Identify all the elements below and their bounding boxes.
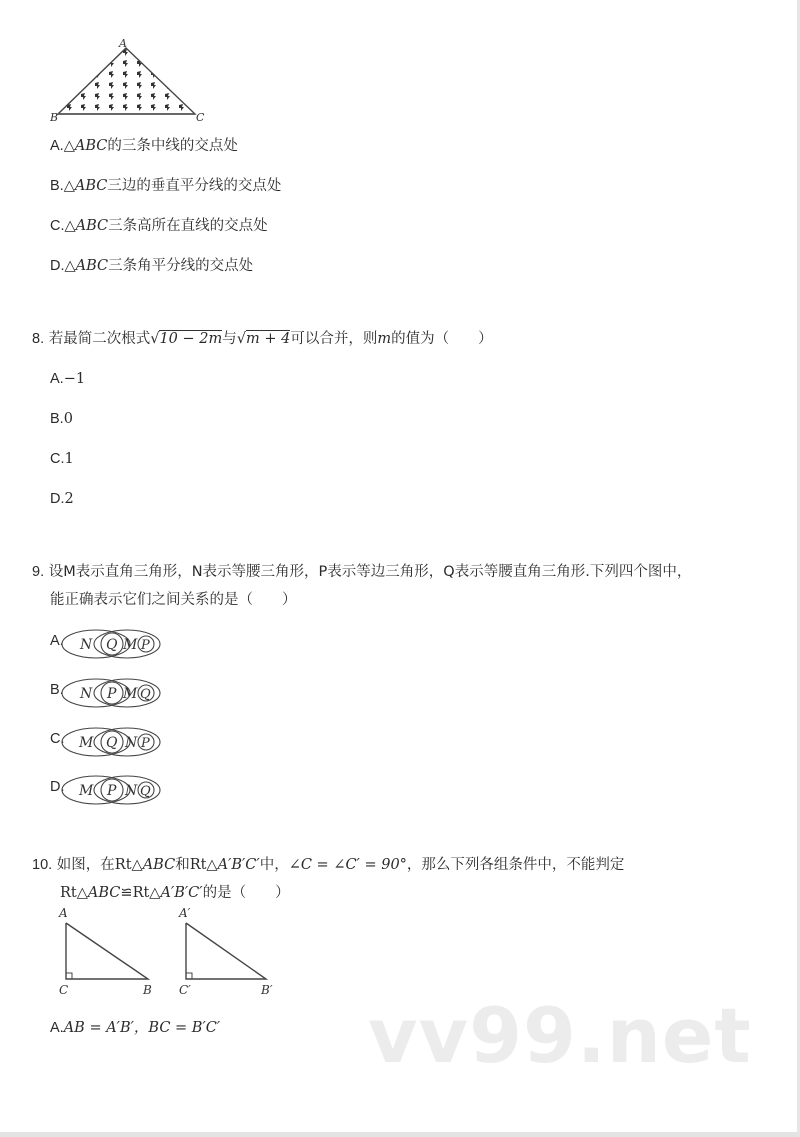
connector: 与 xyxy=(222,331,237,347)
math-abc: ABC xyxy=(75,258,109,274)
set-inner: Q xyxy=(140,784,151,799)
stem-text: ，那么下列各组条件中，不能判定 xyxy=(406,857,625,873)
option-label: D. xyxy=(50,779,65,795)
option-label: A. xyxy=(50,1020,64,1036)
vertex-label-a: A xyxy=(119,37,127,50)
rt-triangle-symbol: Rt△ xyxy=(114,857,143,873)
set-left: N xyxy=(80,637,93,653)
vertex-label-a-prime: A′ xyxy=(179,906,191,920)
q8-option-b[interactable] xyxy=(50,409,73,429)
option-label: B. xyxy=(50,178,64,194)
stem-text: 和 xyxy=(175,857,190,873)
q10-stem-line2 xyxy=(60,883,290,903)
triangle-symbol: △ xyxy=(63,138,75,154)
math-abc: ABC xyxy=(75,218,109,234)
congruent-symbol: ≌ xyxy=(120,885,133,901)
rt-triangle-symbol: Rt△ xyxy=(132,885,161,901)
stem-prefix: 若最简二次根式 xyxy=(48,331,151,347)
set-middle: Q xyxy=(106,735,118,751)
math-abc: ABC xyxy=(74,178,108,194)
math-abc: ABC xyxy=(142,857,176,873)
set-right: M xyxy=(123,686,138,702)
set-middle: Q xyxy=(106,637,118,653)
option-value: −1 xyxy=(63,371,86,387)
set-inner: P xyxy=(141,638,150,653)
q8-stem xyxy=(32,329,493,349)
option-label: C. xyxy=(50,218,65,234)
math-abc-prime: A′B′C′ xyxy=(217,857,260,873)
vertex-label-b: B xyxy=(50,111,59,124)
stem-text: 中， xyxy=(259,857,289,873)
vertex-label-b-prime: B′ xyxy=(261,983,273,997)
stem-text: 如图，在 xyxy=(56,857,115,873)
option-text: 三条高所在直线的交点处 xyxy=(108,218,268,234)
triangle-symbol: △ xyxy=(64,218,76,234)
option-text: 三边的垂直平分线的交点处 xyxy=(107,178,282,194)
radical-1: 10 − 2m xyxy=(159,331,223,347)
angle-equation: ∠C = ∠C′ = 90° xyxy=(288,857,407,873)
venn-diagram-icon xyxy=(60,628,164,660)
set-right: N xyxy=(125,783,138,799)
stem-text: 设M表示直角三角形，N表示等腰三角形，P表示等边三角形，Q表示等腰直角三角形.下列四个图中， xyxy=(48,564,692,580)
math-abc: ABC xyxy=(87,885,121,901)
option-label: D. xyxy=(50,258,65,274)
rt-triangle-symbol: Rt△ xyxy=(189,857,218,873)
right-triangles-figure xyxy=(55,903,285,998)
set-middle: P xyxy=(107,686,117,702)
q9-stem-line2 xyxy=(50,590,297,610)
option-math: AB = A′B′，BC = B′C′ xyxy=(63,1020,221,1036)
venn-diagram-icon xyxy=(60,774,164,806)
q10-stem-line1 xyxy=(32,855,624,875)
variable-m: m xyxy=(377,331,392,347)
q8-option-d[interactable] xyxy=(50,489,74,509)
triangle-symbol: △ xyxy=(63,178,75,194)
set-inner: Q xyxy=(140,687,151,702)
option-value: 1 xyxy=(64,451,74,467)
rt-triangle-symbol: Rt△ xyxy=(60,885,88,901)
stem-mid: 可以合并，则 xyxy=(290,331,378,347)
option-value: 2 xyxy=(64,491,74,507)
set-right: N xyxy=(125,735,138,751)
q8-option-c[interactable] xyxy=(50,449,74,469)
sqrt-icon: √ xyxy=(150,331,160,347)
question-number: 9. xyxy=(32,564,45,580)
set-right: M xyxy=(123,637,138,653)
radical-2: m + 4 xyxy=(246,331,291,347)
vertex-label-c-prime: C′ xyxy=(179,983,191,997)
math-abc-prime: A′B′C′ xyxy=(160,885,203,901)
option-label: C. xyxy=(50,451,65,467)
question-number: 8. xyxy=(32,331,45,347)
vertex-label-c: C xyxy=(196,111,205,124)
set-middle: P xyxy=(107,783,117,799)
vertex-label-c: C xyxy=(59,983,69,997)
triangle-symbol: △ xyxy=(64,258,76,274)
q7-option-d[interactable] xyxy=(50,256,253,276)
q10-option-a[interactable] xyxy=(50,1018,220,1038)
option-label: A. xyxy=(50,633,64,649)
option-label: D. xyxy=(50,491,65,507)
vertex-label-a: A xyxy=(59,906,68,920)
venn-diagram-icon xyxy=(60,677,164,709)
set-inner: P xyxy=(141,736,150,751)
set-left: M xyxy=(79,735,94,751)
q8-option-a[interactable] xyxy=(50,369,85,389)
stem-suffix: 的值为（ ） xyxy=(391,331,493,347)
q9-stem-line1 xyxy=(32,562,691,582)
option-label: B. xyxy=(50,411,64,427)
option-label: C. xyxy=(50,731,65,747)
option-value: 0 xyxy=(63,411,73,427)
stem-text: 的是（ ） xyxy=(202,885,290,901)
triangle-abc-figure xyxy=(50,36,210,126)
set-left: M xyxy=(79,783,94,799)
math-abc: ABC xyxy=(74,138,108,154)
q7-option-b[interactable] xyxy=(50,176,281,196)
option-label: A. xyxy=(50,138,64,154)
stem-text: 能正确表示它们之间关系的是（ ） xyxy=(50,592,297,608)
q7-option-c[interactable] xyxy=(50,216,268,236)
vertex-label-b: B xyxy=(143,983,152,997)
option-label: A. xyxy=(50,371,64,387)
sqrt-icon: √ xyxy=(236,331,246,347)
option-text: 的三条中线的交点处 xyxy=(107,138,238,154)
option-label: B. xyxy=(50,682,64,698)
q7-option-a[interactable] xyxy=(50,136,238,156)
option-text: 三条角平分线的交点处 xyxy=(108,258,254,274)
watermark: vv99.net xyxy=(368,991,752,1080)
venn-diagram-icon xyxy=(60,726,164,758)
set-left: N xyxy=(80,686,93,702)
question-number: 10. xyxy=(32,857,53,873)
